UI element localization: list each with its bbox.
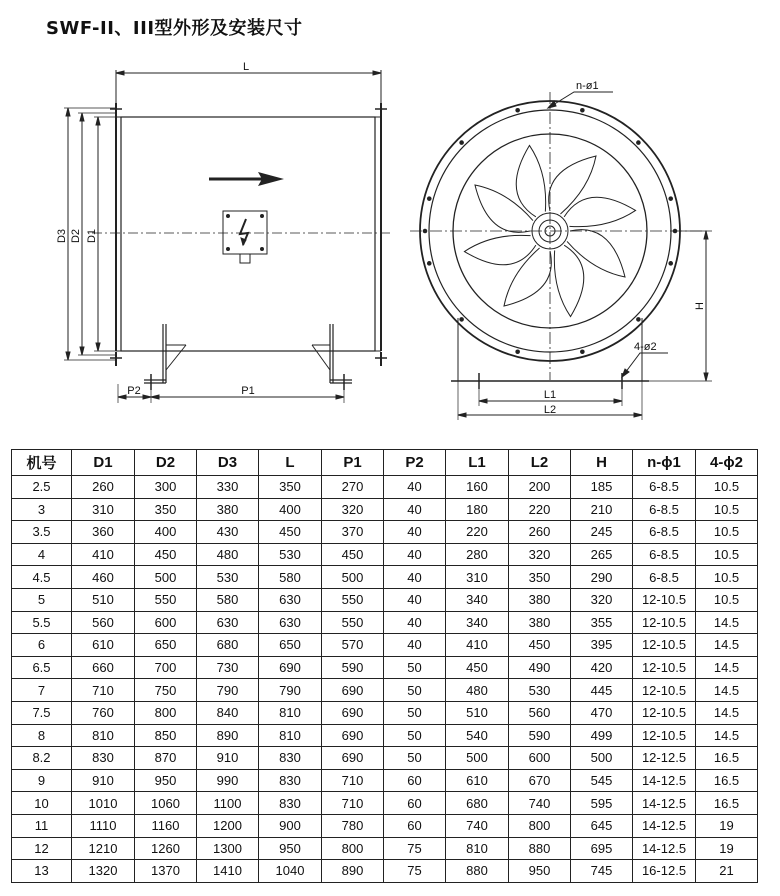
table-cell: 650	[259, 634, 322, 657]
table-cell: 14-12.5	[633, 814, 696, 837]
table-cell: 800	[322, 837, 384, 860]
table-cell: 460	[72, 566, 135, 589]
table-cell: 680	[197, 634, 259, 657]
bolt-hole	[515, 108, 520, 113]
table-cell: 6.5	[12, 656, 72, 679]
table-cell: 12-12.5	[633, 747, 696, 770]
label-4-phi2: 4-ø2	[634, 341, 657, 353]
column-header: P1	[322, 450, 384, 476]
table-cell: 160	[446, 476, 509, 499]
table-cell: 1260	[135, 837, 197, 860]
table-cell: 540	[446, 724, 509, 747]
bolt-hole	[515, 349, 520, 354]
table-cell: 880	[509, 837, 571, 860]
table-cell: 14.5	[696, 679, 758, 702]
table-row	[12, 701, 758, 724]
table-cell: 10.5	[696, 521, 758, 544]
column-header: D1	[72, 450, 135, 476]
table-cell: 8.2	[12, 747, 72, 770]
label-L: L	[242, 61, 250, 73]
table-cell: 710	[322, 792, 384, 815]
table-row	[12, 860, 758, 883]
table-cell: 710	[322, 769, 384, 792]
table-cell: 40	[384, 476, 446, 499]
table-header-row	[12, 450, 758, 476]
bolt-hole	[636, 140, 641, 145]
table-cell: 830	[259, 769, 322, 792]
table-cell: 60	[384, 769, 446, 792]
table-row	[12, 476, 758, 499]
table-cell: 12-10.5	[633, 656, 696, 679]
table-cell: 14-12.5	[633, 769, 696, 792]
table-cell: 75	[384, 837, 446, 860]
table-cell: 490	[509, 656, 571, 679]
table-cell: 10.5	[696, 566, 758, 589]
table-cell: 610	[446, 769, 509, 792]
table-cell: 810	[259, 701, 322, 724]
table-cell: 550	[322, 611, 384, 634]
table-cell: 360	[72, 521, 135, 544]
impeller-blade	[567, 230, 625, 277]
table-cell: 245	[571, 521, 633, 544]
table-cell: 340	[446, 588, 509, 611]
table-cell: 790	[259, 679, 322, 702]
table-cell: 1040	[259, 860, 322, 883]
table-cell: 50	[384, 656, 446, 679]
table-cell: 6-8.5	[633, 543, 696, 566]
table-cell: 810	[72, 724, 135, 747]
table-cell: 560	[72, 611, 135, 634]
table-cell: 450	[135, 543, 197, 566]
table-cell: 850	[135, 724, 197, 747]
table-cell: 40	[384, 543, 446, 566]
table-cell: 14-12.5	[633, 837, 696, 860]
table-cell: 870	[135, 747, 197, 770]
table-cell: 380	[509, 588, 571, 611]
impeller-blade	[464, 235, 535, 264]
table-cell: 350	[509, 566, 571, 589]
table-cell: 270	[322, 476, 384, 499]
bolt-hole	[459, 140, 464, 145]
impeller-blade	[554, 245, 583, 316]
table-cell: 13	[12, 860, 72, 883]
table-cell: 560	[509, 701, 571, 724]
table-cell: 60	[384, 792, 446, 815]
table-cell: 12-10.5	[633, 679, 696, 702]
table-cell: 630	[259, 611, 322, 634]
table-cell: 7	[12, 679, 72, 702]
bolt-hole	[427, 196, 432, 201]
table-cell: 7.5	[12, 701, 72, 724]
table-cell: 12-10.5	[633, 724, 696, 747]
table-cell: 690	[322, 747, 384, 770]
table-cell: 19	[696, 814, 758, 837]
table-cell: 450	[322, 543, 384, 566]
table-cell: 480	[197, 543, 259, 566]
table-cell: 6-8.5	[633, 476, 696, 499]
table-cell: 450	[509, 634, 571, 657]
table-row	[12, 679, 758, 702]
table-cell: 12	[12, 837, 72, 860]
table-cell: 730	[197, 656, 259, 679]
front-view	[410, 92, 712, 420]
table-row	[12, 611, 758, 634]
table-cell: 14.5	[696, 724, 758, 747]
bolt-hole	[427, 261, 432, 266]
table-row	[12, 837, 758, 860]
table-cell: 740	[509, 792, 571, 815]
table-cell: 16.5	[696, 792, 758, 815]
table-cell: 790	[197, 679, 259, 702]
table-cell: 340	[446, 611, 509, 634]
impeller-blade	[516, 145, 545, 216]
table-cell: 890	[197, 724, 259, 747]
table-row	[12, 656, 758, 679]
label-D1: D1	[86, 228, 98, 244]
table-cell: 695	[571, 837, 633, 860]
table-cell: 570	[322, 634, 384, 657]
table-cell: 380	[509, 611, 571, 634]
table-cell: 710	[72, 679, 135, 702]
table-cell: 780	[322, 814, 384, 837]
table-cell: 580	[197, 588, 259, 611]
table-cell: 990	[197, 769, 259, 792]
column-header: 4-ϕ2	[696, 450, 758, 476]
table-cell: 5	[12, 588, 72, 611]
table-cell: 14.5	[696, 656, 758, 679]
table-cell: 740	[446, 814, 509, 837]
table-cell: 500	[571, 747, 633, 770]
table-row	[12, 588, 758, 611]
table-cell: 3.5	[12, 521, 72, 544]
table-cell: 595	[571, 792, 633, 815]
label-D2: D2	[70, 228, 82, 244]
table-cell: 320	[509, 543, 571, 566]
table-cell: 410	[72, 543, 135, 566]
table-cell: 9	[12, 769, 72, 792]
table-cell: 10.5	[696, 543, 758, 566]
table-cell: 680	[446, 792, 509, 815]
table-cell: 510	[446, 701, 509, 724]
table-cell: 1410	[197, 860, 259, 883]
column-header: P2	[384, 450, 446, 476]
table-cell: 600	[135, 611, 197, 634]
impeller-blade	[504, 248, 551, 306]
technical-drawing	[0, 0, 780, 440]
table-cell: 410	[446, 634, 509, 657]
table-cell: 4.5	[12, 566, 72, 589]
table-cell: 480	[446, 679, 509, 702]
table-cell: 830	[72, 747, 135, 770]
table-cell: 50	[384, 747, 446, 770]
label-L1: L1	[543, 389, 557, 401]
table-row	[12, 769, 758, 792]
column-header: n-ϕ1	[633, 450, 696, 476]
table-cell: 400	[135, 521, 197, 544]
bolt-hole	[459, 317, 464, 322]
label-L2: L2	[543, 404, 557, 416]
label-P2: P2	[127, 385, 141, 397]
table-cell: 590	[322, 656, 384, 679]
table-row	[12, 747, 758, 770]
table-cell: 210	[571, 498, 633, 521]
side-view	[64, 70, 392, 403]
table-cell: 650	[135, 634, 197, 657]
table-cell: 610	[72, 634, 135, 657]
table-cell: 310	[446, 566, 509, 589]
table-cell: 6-8.5	[633, 566, 696, 589]
table-cell: 10.5	[696, 498, 758, 521]
table-cell: 1370	[135, 860, 197, 883]
table-cell: 5.5	[12, 611, 72, 634]
table-cell: 14-12.5	[633, 792, 696, 815]
table-cell: 290	[571, 566, 633, 589]
table-cell: 380	[197, 498, 259, 521]
table-cell: 445	[571, 679, 633, 702]
table-cell: 185	[571, 476, 633, 499]
table-row	[12, 724, 758, 747]
label-H: H	[694, 302, 706, 310]
table-cell: 900	[259, 814, 322, 837]
table-cell: 14.5	[696, 701, 758, 724]
table-cell: 260	[72, 476, 135, 499]
table-cell: 500	[446, 747, 509, 770]
table-cell: 670	[509, 769, 571, 792]
table-cell: 1210	[72, 837, 135, 860]
label-P1: P1	[241, 385, 255, 397]
table-cell: 330	[197, 476, 259, 499]
table-cell: 690	[259, 656, 322, 679]
table-cell: 600	[509, 747, 571, 770]
table-cell: 499	[571, 724, 633, 747]
table-cell: 470	[571, 701, 633, 724]
table-cell: 890	[322, 860, 384, 883]
side-view-labels	[56, 61, 255, 397]
table-cell: 550	[135, 588, 197, 611]
table-cell: 310	[72, 498, 135, 521]
table-cell: 280	[446, 543, 509, 566]
table-cell: 6-8.5	[633, 521, 696, 544]
table-cell: 950	[135, 769, 197, 792]
table-row	[12, 566, 758, 589]
table-cell: 12-10.5	[633, 611, 696, 634]
table-cell: 16.5	[696, 747, 758, 770]
table-row	[12, 814, 758, 837]
table-cell: 830	[259, 792, 322, 815]
table-cell: 530	[197, 566, 259, 589]
table-cell: 420	[571, 656, 633, 679]
table-cell: 450	[259, 521, 322, 544]
table-cell: 500	[322, 566, 384, 589]
table-cell: 2.5	[12, 476, 72, 499]
bolt-hole	[580, 349, 585, 354]
table-cell: 10.5	[696, 476, 758, 499]
table-cell: 950	[259, 837, 322, 860]
impeller-blade	[549, 156, 596, 214]
table-cell: 530	[259, 543, 322, 566]
table-cell: 3	[12, 498, 72, 521]
table-cell: 1110	[72, 814, 135, 837]
table-cell: 21	[696, 860, 758, 883]
table-cell: 4	[12, 543, 72, 566]
table-cell: 810	[259, 724, 322, 747]
table-cell: 260	[509, 521, 571, 544]
table-cell: 510	[72, 588, 135, 611]
table-row	[12, 543, 758, 566]
table-cell: 6	[12, 634, 72, 657]
table-cell: 350	[259, 476, 322, 499]
column-header: L	[259, 450, 322, 476]
table-cell: 395	[571, 634, 633, 657]
table-cell: 6-8.5	[633, 498, 696, 521]
table-cell: 1160	[135, 814, 197, 837]
table-cell: 14.5	[696, 611, 758, 634]
column-header: L2	[509, 450, 571, 476]
table-cell: 1320	[72, 860, 135, 883]
table-cell: 630	[259, 588, 322, 611]
table-cell: 40	[384, 521, 446, 544]
impeller-blade	[564, 197, 635, 226]
page-title: SWF-II、III型外形及安装尺寸	[46, 18, 303, 39]
table-cell: 830	[259, 747, 322, 770]
column-header: D2	[135, 450, 197, 476]
table-cell: 910	[197, 747, 259, 770]
table-cell: 75	[384, 860, 446, 883]
table-cell: 690	[322, 701, 384, 724]
table-cell: 40	[384, 634, 446, 657]
table-cell: 700	[135, 656, 197, 679]
table-cell: 800	[135, 701, 197, 724]
table-cell: 220	[446, 521, 509, 544]
table-cell: 430	[197, 521, 259, 544]
table-cell: 910	[72, 769, 135, 792]
table-cell: 1100	[197, 792, 259, 815]
table-cell: 19	[696, 837, 758, 860]
table-cell: 760	[72, 701, 135, 724]
table-cell: 40	[384, 498, 446, 521]
impeller-blade	[475, 185, 533, 232]
table-cell: 580	[259, 566, 322, 589]
table-cell: 220	[509, 498, 571, 521]
table-cell: 180	[446, 498, 509, 521]
column-header: H	[571, 450, 633, 476]
table-cell: 745	[571, 860, 633, 883]
table-cell: 1300	[197, 837, 259, 860]
bolt-hole	[636, 317, 641, 322]
table-cell: 14.5	[696, 634, 758, 657]
table-row	[12, 792, 758, 815]
table-cell: 40	[384, 566, 446, 589]
table-cell: 11	[12, 814, 72, 837]
table-cell: 8	[12, 724, 72, 747]
table-cell: 16.5	[696, 769, 758, 792]
table-cell: 320	[322, 498, 384, 521]
table-cell: 40	[384, 611, 446, 634]
table-cell: 320	[571, 588, 633, 611]
table-cell: 355	[571, 611, 633, 634]
table-cell: 12-10.5	[633, 588, 696, 611]
table-cell: 265	[571, 543, 633, 566]
table-cell: 450	[446, 656, 509, 679]
table-cell: 12-10.5	[633, 701, 696, 724]
table-cell: 590	[509, 724, 571, 747]
table-cell: 50	[384, 701, 446, 724]
table-cell: 545	[571, 769, 633, 792]
table-cell: 200	[509, 476, 571, 499]
table-cell: 840	[197, 701, 259, 724]
table-cell: 1200	[197, 814, 259, 837]
table-cell: 16-12.5	[633, 860, 696, 883]
table-cell: 750	[135, 679, 197, 702]
table-cell: 810	[446, 837, 509, 860]
table-cell: 550	[322, 588, 384, 611]
bolt-hole	[668, 261, 673, 266]
table-cell: 60	[384, 814, 446, 837]
label-D3: D3	[56, 228, 68, 244]
dimension-table	[11, 449, 758, 883]
bolt-hole	[668, 196, 673, 201]
table-cell: 10	[12, 792, 72, 815]
column-header: L1	[446, 450, 509, 476]
table-cell: 690	[322, 679, 384, 702]
bolt-hole	[580, 108, 585, 113]
table-row	[12, 521, 758, 544]
table-cell: 50	[384, 724, 446, 747]
column-header: 机号	[12, 450, 72, 476]
table-cell: 630	[197, 611, 259, 634]
table-row	[12, 498, 758, 521]
table-cell: 800	[509, 814, 571, 837]
column-header: D3	[197, 450, 259, 476]
table-cell: 10.5	[696, 588, 758, 611]
table-cell: 370	[322, 521, 384, 544]
table-cell: 1060	[135, 792, 197, 815]
table-cell: 1010	[72, 792, 135, 815]
table-cell: 690	[322, 724, 384, 747]
table-cell: 530	[509, 679, 571, 702]
table-cell: 40	[384, 588, 446, 611]
table-cell: 300	[135, 476, 197, 499]
table-row	[12, 634, 758, 657]
label-n-phi1: n-ø1	[576, 80, 599, 92]
table-cell: 500	[135, 566, 197, 589]
table-cell: 660	[72, 656, 135, 679]
table-cell: 50	[384, 679, 446, 702]
table-cell: 12-10.5	[633, 634, 696, 657]
table-cell: 400	[259, 498, 322, 521]
table-cell: 645	[571, 814, 633, 837]
table-cell: 350	[135, 498, 197, 521]
table-cell: 880	[446, 860, 509, 883]
table-cell: 950	[509, 860, 571, 883]
